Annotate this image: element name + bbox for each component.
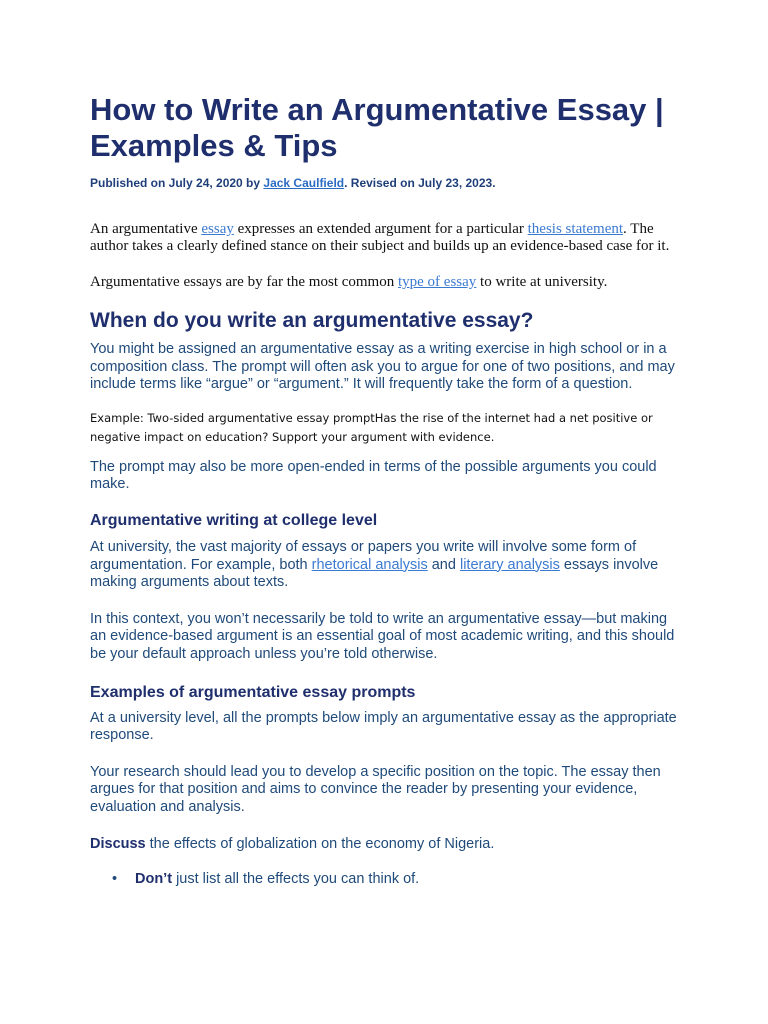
revised-date: . Revised on July 23, 2023. [344, 176, 496, 190]
section-heading-college: Argumentative writing at college level [90, 511, 378, 529]
intro-text: to write at university. [476, 274, 608, 290]
section1-paragraph-2: The prompt may also be more open-ended in terms of the possible arguments you could make. [90, 458, 657, 493]
list-item-bold: Don’t [135, 871, 173, 888]
essay-link[interactable]: essay [201, 221, 234, 237]
discuss-text: the effects of globalization on the economy of Nigeria. [145, 835, 495, 852]
section2-text: and [427, 556, 460, 573]
page-title: How to Write an Argumentative Essay | Examples & Tips [90, 92, 664, 163]
example-prompt: Example: Two-sided argumentative essay promptHas the rise of the internet had a net positive or negative impact on education? Support your argument with evidence. [90, 410, 653, 444]
discuss-keyword: Discuss [90, 835, 146, 852]
author-link[interactable]: Jack Caulfield [263, 176, 345, 190]
intro-text: An argumentative [90, 221, 202, 237]
published-date: Published on July 24, 2020 by [90, 176, 264, 190]
intro-paragraph-1 [90, 221, 680, 255]
intro-text: . The author takes a clearly defined stance on their subject and builds up an evidence-based case for it. [90, 221, 670, 254]
section-heading-when: When do you write an argumentative essay? [90, 309, 534, 332]
section3-paragraph-2: Your research should lead you to develop a specific position on the topic. The essay then argues for that position and aims to convince the reader by presenting your evidence, evaluation and analysis. [90, 763, 661, 815]
bullet-icon: • [112, 871, 118, 888]
section1-paragraph-1: You might be assigned an argumentative essay as a writing exercise in high school or in a composition class. The prompt will often ask you to argue for one of two positions, and may include terms like “argue” or “argument.” It will frequently take the form of a question. [90, 341, 675, 393]
intro-text: Argumentative essays are by far the most common [90, 274, 398, 290]
advice-list [90, 871, 680, 889]
discuss-prompt [90, 836, 680, 854]
rhetorical-analysis-link[interactable]: rhetorical analysis [311, 556, 428, 573]
intro-paragraph-2 [90, 274, 680, 291]
section3-paragraph-1: At a university level, all the prompts below imply an argumentative essay as the appropriate response. [90, 709, 677, 744]
document-page [90, 92, 680, 889]
intro-text: expresses an extended argument for a particular [233, 221, 528, 237]
publication-meta [90, 175, 680, 191]
section2-text: essays involve making arguments about texts. [90, 556, 659, 591]
section2-paragraph-2: In this context, you won’t necessarily be told to write an argumentative essay—but making an evidence-based argument is an essential goal of most academic writing, and this should be your default approach unless you’re told otherwise. [90, 610, 675, 662]
list-item [90, 871, 680, 889]
type-of-essay-link[interactable]: type of essay [397, 274, 477, 290]
section2-text: At university, the vast majority of essays or papers you write will involve some form of argumentation. For example, both [90, 538, 637, 573]
list-item-text: just list all the effects you can think of. [172, 871, 420, 888]
section2-paragraph-1 [90, 539, 680, 592]
literary-analysis-link[interactable]: literary analysis [459, 556, 560, 573]
thesis-statement-link[interactable]: thesis statement [527, 221, 624, 237]
section-heading-examples: Examples of argumentative essay prompts [90, 683, 416, 701]
